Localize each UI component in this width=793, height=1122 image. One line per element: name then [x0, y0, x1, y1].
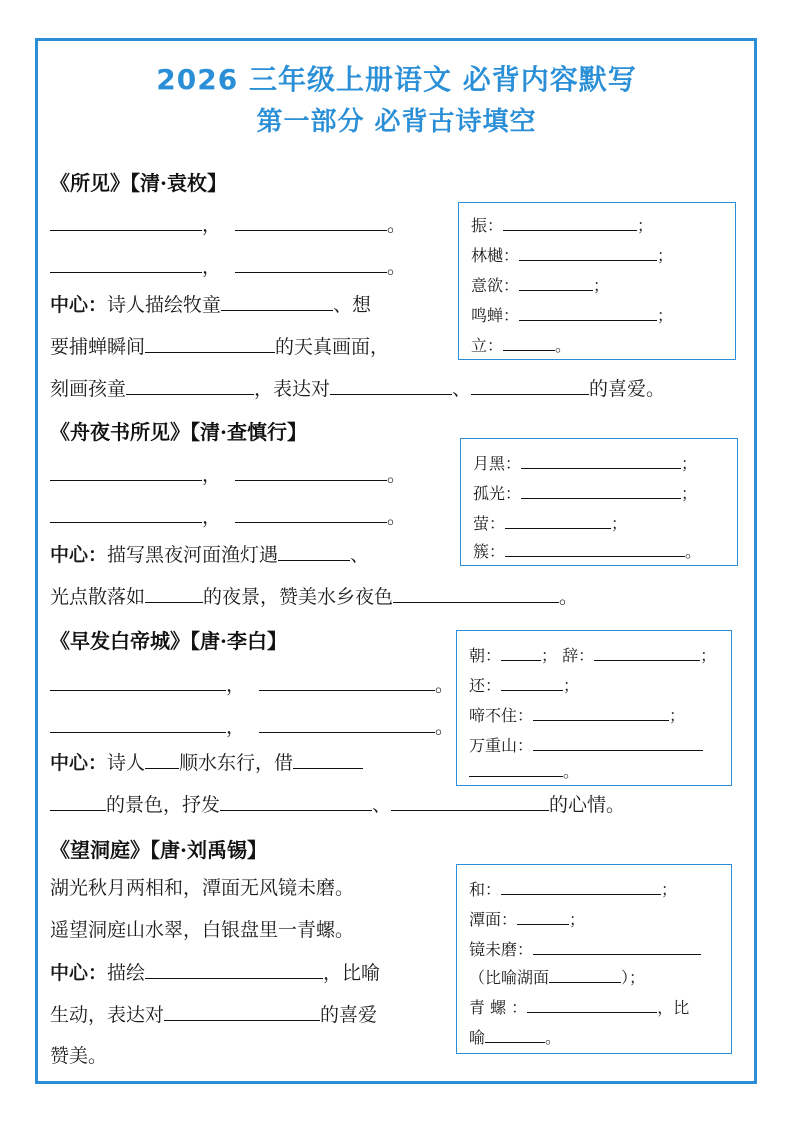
- center-line[interactable]: 光点散落如 的夜景，赞美水乡夜色 。: [50, 586, 579, 608]
- poem-blank-line[interactable]: ， 。: [50, 462, 406, 487]
- glossary-item[interactable]: 孤光： ；: [473, 484, 698, 503]
- glossary-item[interactable]: 潭面： ；: [469, 910, 586, 929]
- center-line[interactable]: 中心：描写黑夜河面渔灯遇 、: [50, 544, 370, 566]
- glossary-item[interactable]: 鸣蝉： ；: [471, 306, 674, 325]
- center-line[interactable]: 刻画孩童 ，表达对 、 的喜爱。: [50, 378, 666, 400]
- glossary-box: [456, 864, 732, 1054]
- poem-heading: 《望洞庭》【唐·刘禹锡】: [50, 838, 267, 862]
- glossary-item[interactable]: 镜未磨：: [469, 937, 701, 960]
- page-title: 2026 三年级上册语文 必背内容默写: [156, 63, 637, 96]
- poem-heading: 《早发白帝城》【唐·李白】: [50, 629, 287, 653]
- poem-text-line: 湖光秋月两相和，潭面无风镜未磨。: [50, 877, 355, 899]
- glossary-item[interactable]: 啼不住： ；: [469, 706, 686, 725]
- center-line[interactable]: 生动，表达对 的喜爱: [50, 1004, 378, 1026]
- glossary-item[interactable]: 喻 。: [469, 1028, 562, 1047]
- poem-text-line: 遥望洞庭山水翠，白银盘里一青螺。: [50, 919, 355, 941]
- center-line: 赞美。: [50, 1045, 108, 1067]
- center-line[interactable]: 中心：描绘 ，比喻: [50, 962, 381, 984]
- glossary-item[interactable]: 林樾： ；: [471, 246, 674, 265]
- glossary-item[interactable]: 簇： 。: [473, 542, 702, 561]
- glossary-item[interactable]: 立： 。: [471, 336, 572, 355]
- glossary-item[interactable]: 。: [469, 759, 579, 782]
- glossary-item[interactable]: 月黑： ；: [473, 454, 698, 473]
- poem-blank-line[interactable]: ， 。: [50, 672, 454, 697]
- glossary-item[interactable]: 萤： ；: [473, 514, 628, 533]
- poem-blank-line[interactable]: ， 。: [50, 714, 454, 739]
- poem-blank-line[interactable]: ， 。: [50, 254, 406, 279]
- glossary-box: [456, 630, 732, 786]
- glossary-item[interactable]: （比喻湖面 ）；: [469, 968, 646, 987]
- glossary-item[interactable]: 万重山：: [469, 733, 703, 756]
- page-subtitle: 第一部分 必背古诗填空: [256, 107, 537, 137]
- glossary-item[interactable]: 青 螺 ： ，比: [469, 998, 690, 1017]
- center-line[interactable]: 要捕蝉瞬间 的天真画面，: [50, 336, 390, 358]
- glossary-item[interactable]: 朝： ； 辞： ；: [469, 646, 717, 665]
- glossary-item[interactable]: 和： ；: [469, 880, 678, 899]
- poem-blank-line[interactable]: ， 。: [50, 212, 406, 237]
- poem-blank-line[interactable]: ， 。: [50, 504, 406, 529]
- glossary-box: [460, 438, 738, 566]
- glossary-item[interactable]: 意欲： ；: [471, 276, 610, 295]
- center-line[interactable]: 中心：诗人 顺水东行，借: [50, 750, 363, 775]
- center-line[interactable]: 的景色，抒发 、 的心情。: [50, 792, 625, 817]
- poem-heading: 《舟夜书所见》【清·查慎行】: [50, 420, 307, 444]
- glossary-item[interactable]: 还： ；: [469, 676, 580, 695]
- glossary-item[interactable]: 振： ；: [471, 216, 654, 235]
- center-line[interactable]: 中心：诗人描绘牧童 、想: [50, 294, 372, 316]
- poem-heading: 《所见》【清·袁枚】: [50, 171, 227, 195]
- glossary-box: [458, 202, 736, 360]
